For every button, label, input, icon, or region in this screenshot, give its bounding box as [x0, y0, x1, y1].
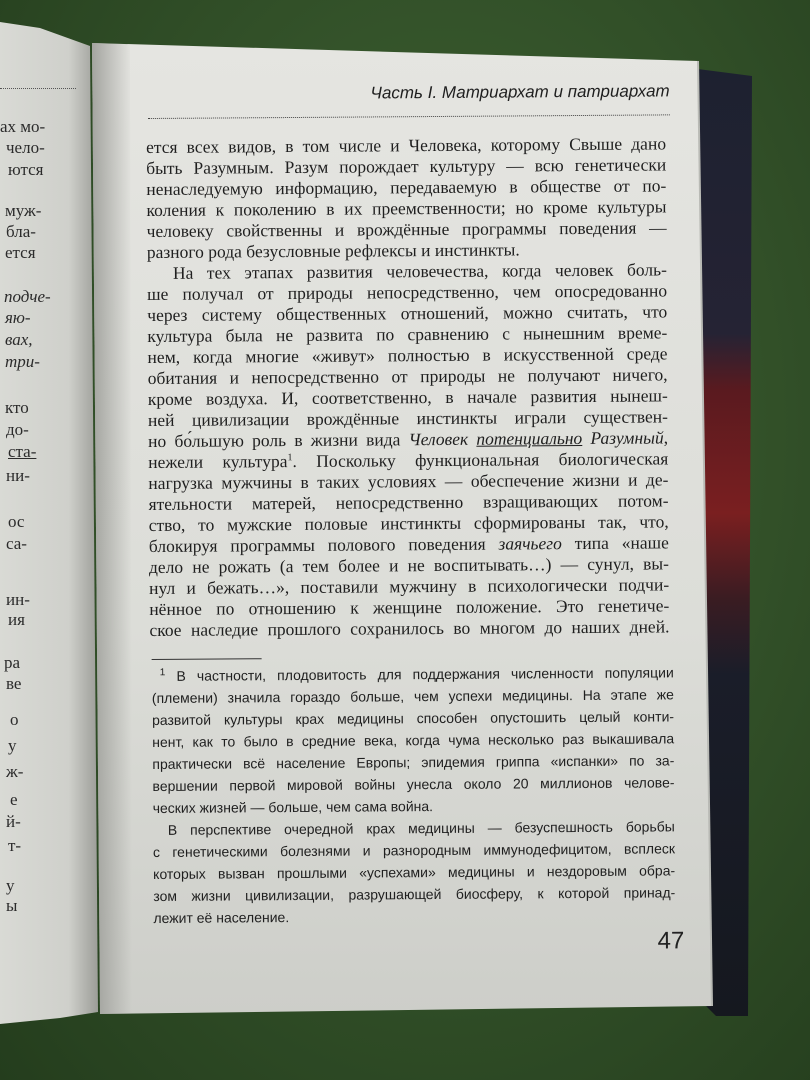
left-page-fragment: ются: [8, 160, 44, 179]
body-line: коления к поколению в их преемственности; но кроме культуры: [146, 196, 667, 221]
footnote-line: с генетическими болезнями и разнородным иммунодефицитом, всплеск: [152, 840, 676, 860]
left-page-fragment: у: [8, 736, 17, 755]
body-text-run: ,: [663, 427, 669, 448]
left-page-fragment: й-: [6, 812, 21, 831]
left-page-fragment: муж-: [5, 201, 42, 220]
left-page-fragment: ется: [5, 243, 36, 262]
footnote-line: зом жизни цивилизации, разрушающей биосферу, к которой принад-: [153, 884, 676, 904]
left-page-fragment: подче-: [4, 287, 51, 306]
footnote-line: которых вызван прошлыми «успехами» медицины и нездоровым обра-: [153, 862, 676, 882]
body-line: человеку свойственны и врождённые программы поведения —: [146, 217, 667, 242]
header-rule: [148, 114, 670, 119]
body-line: разного рода безусловные рефлексы и инстинкты.: [146, 239, 520, 263]
left-page-fragment: ста-: [8, 442, 37, 461]
running-header: Часть I. Матриархат и патриархат: [370, 81, 670, 103]
left-page-fragment: вах,: [5, 330, 33, 349]
body-line: ней цивилизации врождённые инстинкты играли существен-: [147, 406, 669, 431]
body-line: культура была не развита по сравнению с нынешним време-: [147, 322, 668, 347]
body-text-run: нежели культура: [148, 451, 288, 473]
left-page-fragment: кто: [5, 398, 29, 417]
body-line: ненаследуемую информацию, передаваемую в обществе от по-: [146, 175, 667, 200]
body-text-run: но бо́льшую роль в жизни вида: [148, 429, 409, 452]
body-text-run: блокируя программы полового поведения: [148, 533, 499, 557]
body-line: нем, когда многие «живут» полностью в искусственной среде: [147, 343, 668, 368]
body-line: На тех этапах развития человечества, когда человек боль-: [172, 259, 667, 283]
body-line: через систему общественных отношений, можно считать, что: [147, 301, 668, 326]
body-line: ше получал от природы непосредственно, чем опосредованно: [147, 280, 668, 305]
footnote-line: практически всё население Европы; эпидемия гриппа «испанки» по за-: [152, 752, 675, 772]
body-line: кроме воздуха. И, соответственно, в начале развития нынеш-: [147, 385, 668, 410]
left-page-fragment: три-: [5, 352, 40, 371]
body-line: ское наследие прошлого сохранилось во многом до наших дней.: [149, 616, 670, 641]
left-page-fragment: чело-: [6, 138, 45, 157]
footnote-line: В перспективе очередной крах медицины — безуспешность борьбы: [167, 818, 675, 838]
footnote-line: развитой культуры крах медицины способен опустошить целый конти-: [151, 708, 675, 728]
page-number: 47: [657, 927, 685, 955]
footnote-line: лежит её население.: [153, 909, 290, 926]
left-page-fragment: са-: [6, 534, 27, 553]
left-page-fragment: е: [10, 790, 18, 809]
emphasis-italic: заячьего: [498, 533, 562, 554]
left-page-fragment: бла-: [6, 222, 36, 241]
species-name-underlined: потенциально: [476, 427, 583, 449]
left-page-fragment: ия: [8, 610, 25, 629]
footnote-reference: 1: [287, 452, 293, 464]
left-page-fragment: ах мо-: [0, 117, 46, 136]
left-page-fragment: ин-: [6, 590, 30, 609]
footnote-marker: 1: [159, 667, 166, 679]
body-text-run: типа «наше: [561, 532, 669, 554]
left-page-fragment: ра: [4, 653, 21, 672]
body-line: нённое по отношению к женщине положение. Это генетиче-: [149, 595, 670, 620]
left-page-fragment: яю-: [5, 308, 31, 327]
footnote-line: вершении первой мировой войны унесла около 20 миллионов челове-: [152, 774, 675, 794]
body-line: нул и бежать…», поставили мужчину в психологически подчи-: [149, 574, 670, 599]
species-name-italic: [476, 428, 582, 449]
left-page-fragment: ни-: [6, 466, 30, 485]
body-line: обитания и непосредственно от природы не получают ничего,: [147, 364, 668, 389]
left-page-fragment: у: [6, 876, 15, 895]
left-page-fragment: т-: [8, 836, 22, 855]
footnote: [152, 661, 676, 929]
species-name-italic: Разумный: [582, 427, 664, 448]
footnote-separator: [152, 658, 262, 660]
left-page-fragment: ве: [6, 674, 22, 693]
body-line: дело не рожать (а тем более и не воспитывать…) — сунул, вы-: [148, 553, 670, 578]
left-page-fragment: ос: [8, 512, 25, 531]
body-line: ство, то мужские половые инстинкты сформированы так, что,: [148, 511, 669, 536]
left-page-fragment: ж-: [6, 762, 24, 781]
left-page-fragment: ы: [6, 896, 18, 915]
left-page-fragment: о: [10, 710, 19, 729]
left-page-fragment: до-: [6, 420, 29, 439]
footnote-text: В частности, плодовитость для поддержания численности популяции: [176, 664, 674, 684]
body-line: нагрузка мужчины в таких условиях — обеспечение жизни и де-: [148, 469, 669, 494]
footnote-line: нент, как то было в средние века, когда чума несколько раз выкашивала: [152, 730, 675, 750]
footnote-line: ческих жизней — больше, чем сама война.: [152, 798, 434, 816]
body-text-run: . Поскольку функциональная биологическая: [292, 448, 669, 472]
body-line: ятельности матерей, непосредственно взращивающих потом-: [148, 490, 669, 515]
body-line: быть Разумным. Разум порождает культуру — всю генетически: [146, 154, 667, 179]
footnote-line: (племени) значила гораздо больше, чем успехи медицины. На этапе же: [151, 686, 674, 707]
body-text: [146, 133, 670, 641]
species-name-italic: Человек: [408, 428, 477, 450]
body-line: ется всех видов, в том числе и Человека, которому Свыше дано: [145, 133, 667, 158]
